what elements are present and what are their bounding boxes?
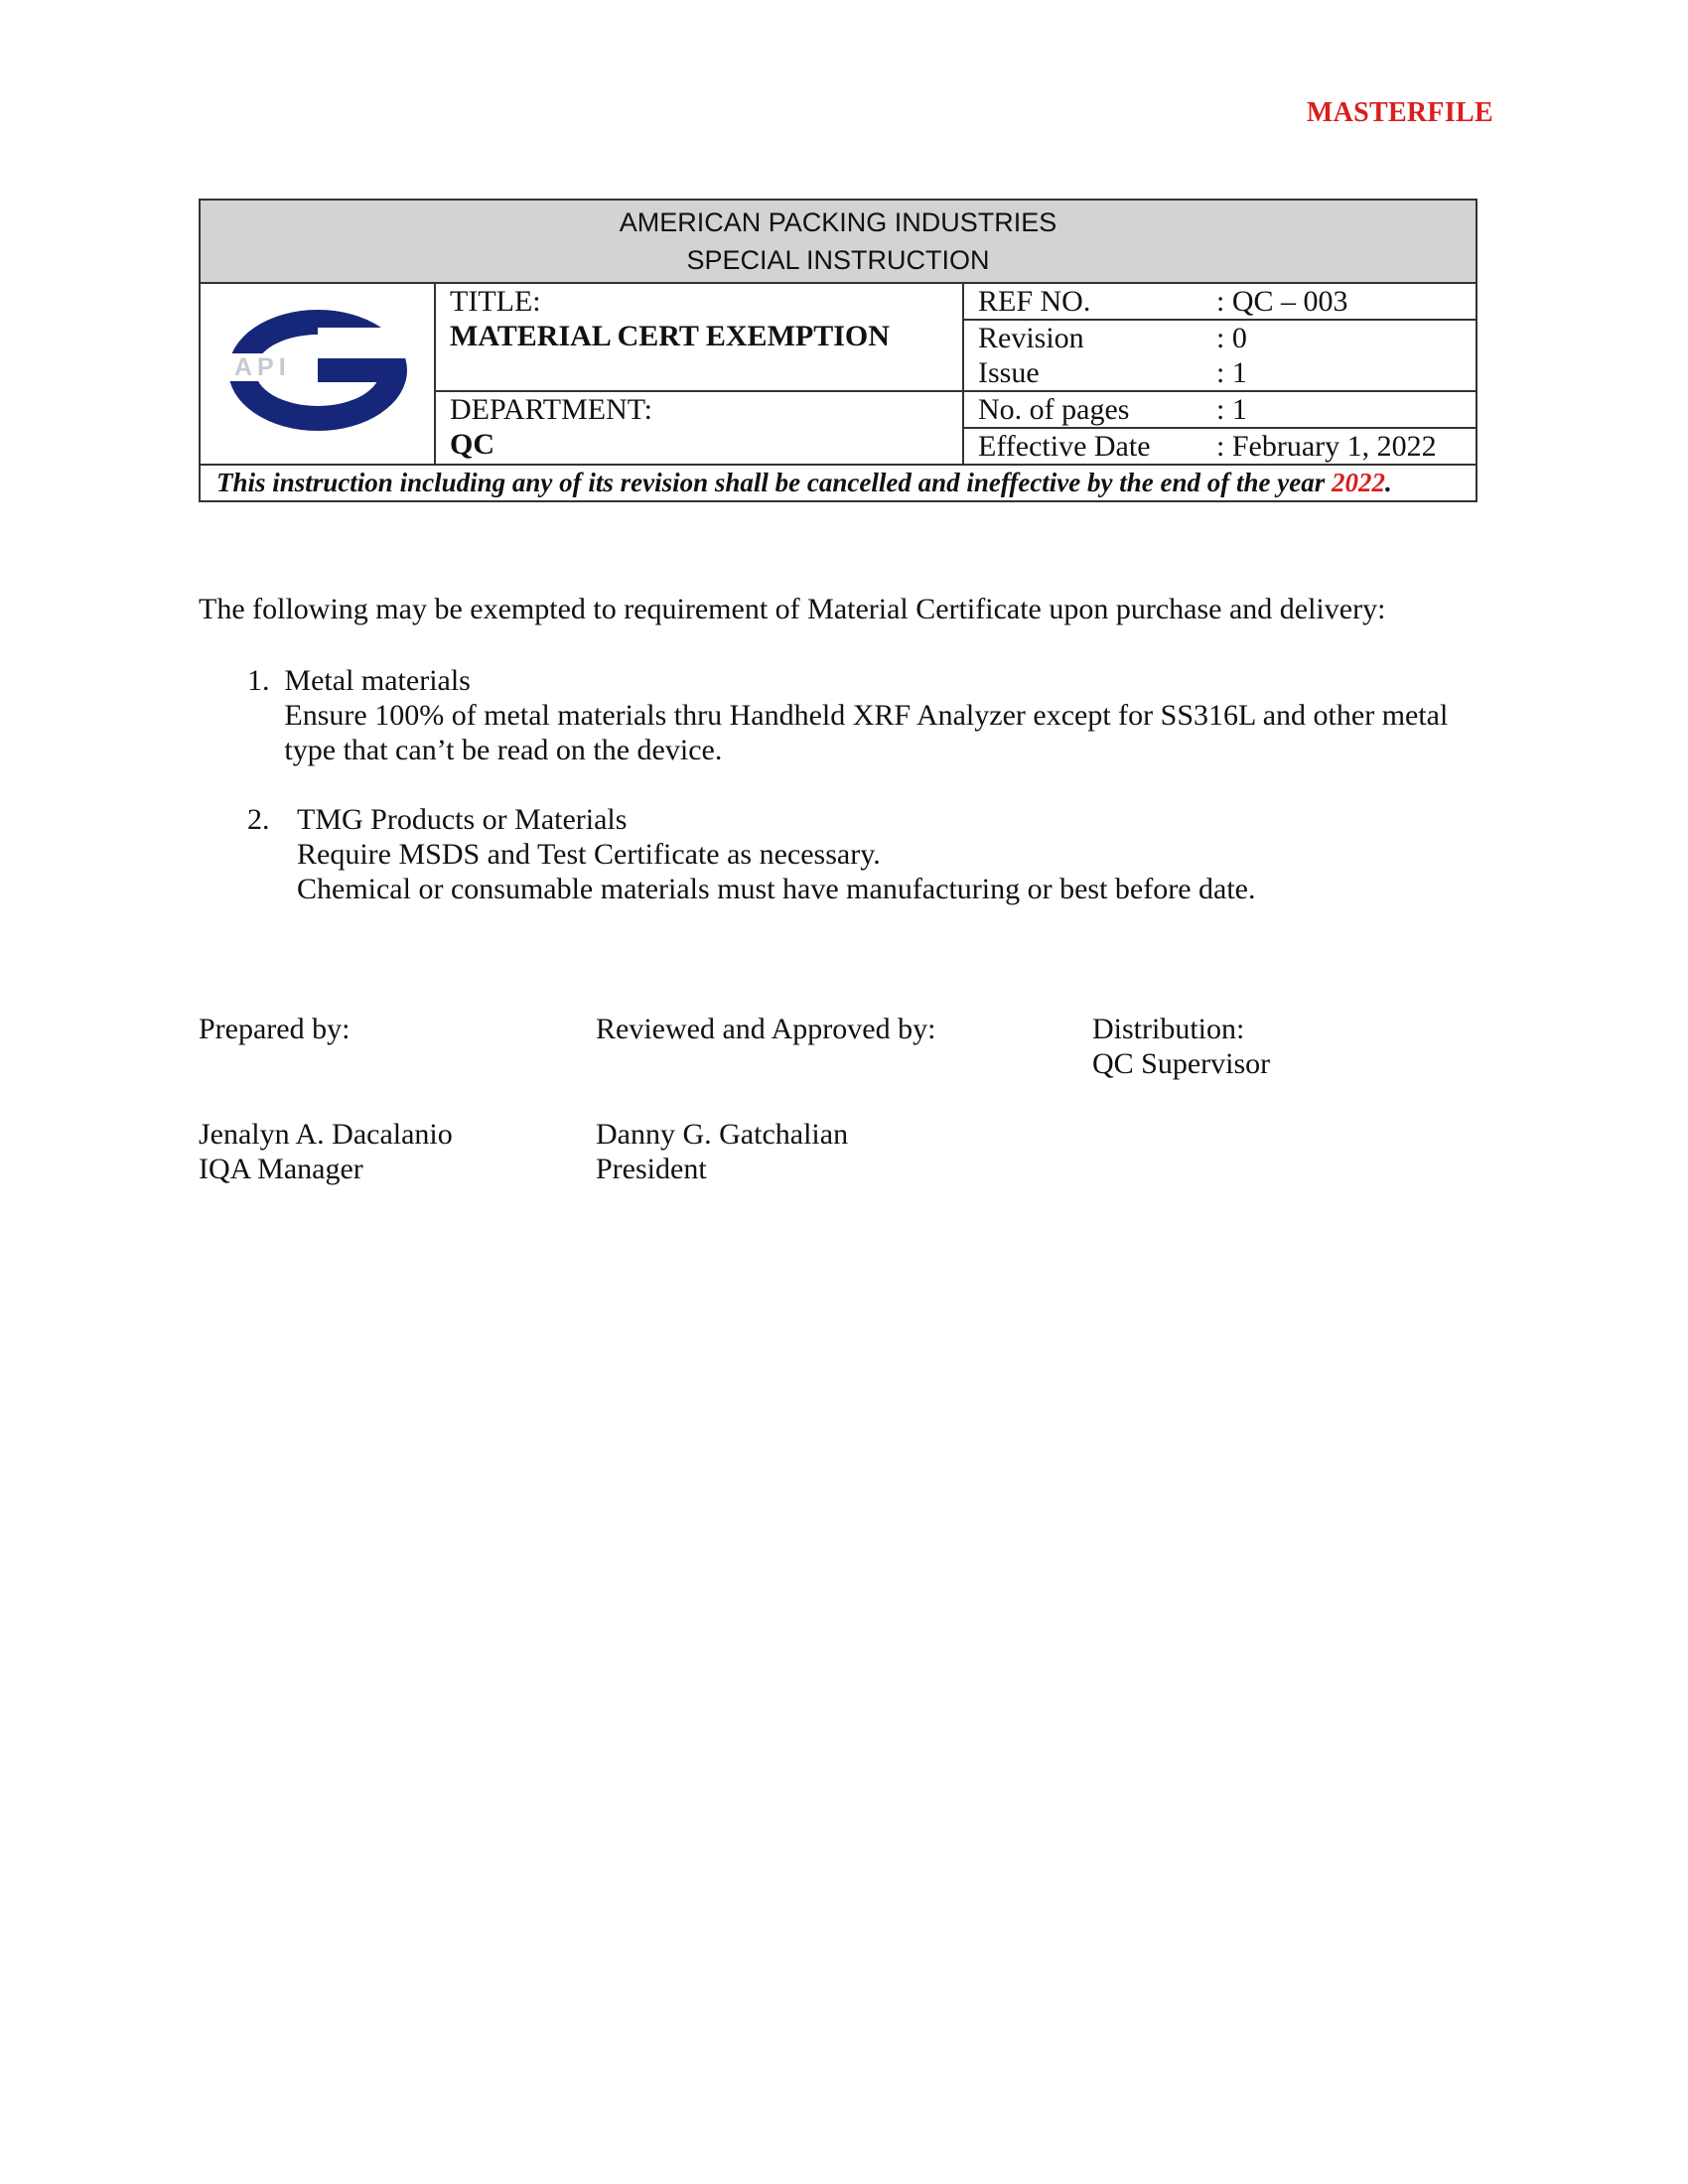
document-header [199, 199, 1476, 502]
approver-title: President [596, 1153, 707, 1185]
meta-value: : 1 [1216, 356, 1247, 389]
masterfile-stamp: MASTERFILE [1306, 97, 1493, 128]
list-item-heading: Metal materials [284, 664, 471, 697]
notice-text: This instruction including any of its revision shall be cancelled and ineffective by the end of the year [216, 468, 1332, 497]
meta-value: : 0 [1216, 322, 1247, 354]
preparer-title: IQA Manager [199, 1153, 363, 1185]
prepared-by-label: Prepared by: [199, 1013, 351, 1045]
meta-row [963, 428, 1477, 465]
list-item-number: 2. [247, 803, 270, 836]
meta-value: : QC – 003 [1216, 285, 1348, 318]
list-item-number: 1. [247, 664, 270, 697]
department-label: DEPARTMENT: [450, 393, 652, 426]
meta-row [963, 391, 1477, 428]
meta-row [963, 283, 1477, 320]
meta-label: Issue [978, 356, 1040, 389]
approver-name: Danny G. Gatchalian [596, 1118, 849, 1151]
list-item [247, 663, 1488, 767]
validity-notice [200, 465, 1477, 501]
reviewed-by-label: Reviewed and Approved by: [596, 1013, 936, 1045]
approver-block [596, 1117, 848, 1186]
logo-text: API [233, 352, 291, 381]
company-logo [200, 283, 435, 465]
intro-paragraph: The following may be exempted to requirement of Material Certificate upon purchase and delivery: [199, 593, 1386, 625]
meta-label: Effective Date [978, 430, 1151, 463]
preparer-block [199, 1117, 453, 1186]
title-label: TITLE: [450, 285, 541, 318]
title-cell [435, 283, 963, 391]
list-item [247, 802, 1488, 906]
document-type: SPECIAL INSTRUCTION [686, 245, 990, 275]
title-value: MATERIAL CERT EXEMPTION [450, 320, 890, 352]
distribution-block [1092, 1012, 1270, 1081]
meta-label: REF NO. [978, 285, 1091, 318]
distribution-label: Distribution: [1092, 1013, 1245, 1045]
meta-value: : February 1, 2022 [1216, 430, 1437, 463]
header-table [199, 199, 1477, 502]
notice-end: . [1384, 468, 1392, 497]
list-item-heading: TMG Products or Materials [297, 803, 628, 836]
department-value: QC [450, 428, 494, 461]
company-name: AMERICAN PACKING INDUSTRIES [619, 207, 1057, 237]
list-item-text: Ensure 100% of metal materials thru Handheld XRF Analyzer except for SS316L and other metal type that can’t be read on the device. [284, 699, 1449, 766]
meta-value: : 1 [1216, 393, 1247, 426]
meta-label: No. of pages [978, 393, 1130, 426]
preparer-name: Jenalyn A. Dacalanio [199, 1118, 453, 1151]
department-cell [435, 391, 963, 465]
distribution-value: QC Supervisor [1092, 1047, 1271, 1080]
list-item-text: Require MSDS and Test Certificate as necessary. [297, 838, 881, 871]
list-item-text: Chemical or consumable materials must have manufacturing or best before date. [297, 873, 1256, 905]
company-banner [200, 200, 1477, 283]
meta-row [963, 320, 1477, 391]
notice-year: 2022 [1331, 468, 1385, 497]
api-logo-icon [226, 308, 409, 433]
exemption-list [247, 663, 1488, 941]
meta-label: Revision [978, 322, 1084, 354]
